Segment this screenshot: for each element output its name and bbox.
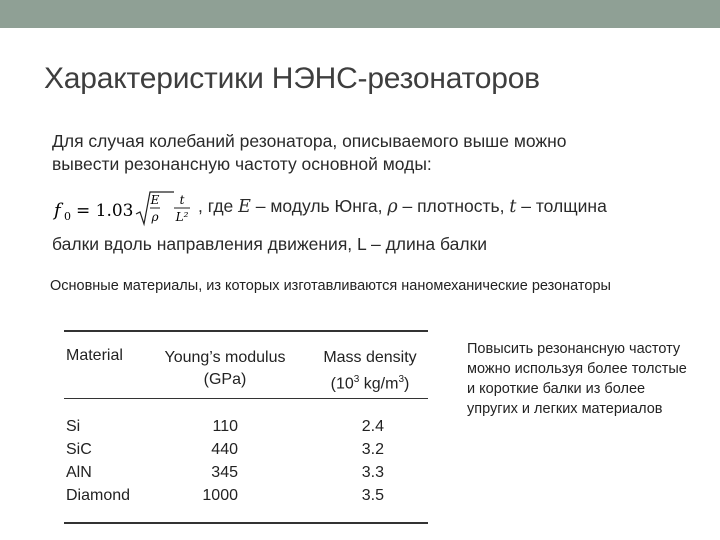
header-mass-line-1: Mass density xyxy=(323,349,417,366)
materials-table xyxy=(58,330,428,525)
header-material: Material xyxy=(66,347,123,364)
symbol-rho: ρ xyxy=(387,197,398,217)
table-top-rule xyxy=(64,330,428,332)
where-t-text: – толщина xyxy=(516,196,607,216)
materials-caption: Основные материалы, из которых изготавливаются наномеханические резонаторы xyxy=(50,278,611,294)
fraction-denominator-l2: L² xyxy=(175,210,189,224)
table-row xyxy=(58,464,428,486)
symbol-t: t xyxy=(509,197,517,217)
table-bottom-rule xyxy=(64,522,428,524)
cell-mass: 3.2 xyxy=(361,441,384,458)
intro-line-4: балки вдоль направления движения, L – длина балки xyxy=(52,234,488,254)
formula-explanation xyxy=(198,196,607,217)
where-prefix: , где xyxy=(198,196,239,216)
mass-unit-mid: kg/m xyxy=(359,375,399,393)
mass-unit-post: ) xyxy=(404,375,410,393)
formula-lhs: f xyxy=(54,200,61,221)
intro-line-2: вывести резонансную частоту основной моды: xyxy=(52,154,432,174)
side-note: Повысить резонансную частоту можно используя более толстые и короткие балки из более упругих и легких материалов xyxy=(467,341,687,417)
cell-mass: 2.4 xyxy=(361,418,384,435)
where-e-text: – модуль Юнга, xyxy=(250,196,388,216)
fraction-numerator-e: E xyxy=(150,193,160,207)
header-mass-line-2 xyxy=(310,369,430,395)
mass-unit-sup2: 3 xyxy=(398,374,405,385)
intro-line-1: Для случая колебаний резонатора, описываемого выше можно xyxy=(52,131,567,151)
top-accent-bar xyxy=(0,0,720,28)
symbol-e: E xyxy=(238,197,251,217)
fraction-numerator-t: t xyxy=(179,193,185,207)
formula-graphic xyxy=(52,188,192,232)
formula-row xyxy=(52,188,692,232)
table-row xyxy=(58,441,428,463)
cell-mass: 3.5 xyxy=(361,487,384,504)
fraction-denominator-rho: ρ xyxy=(151,210,159,224)
cell-material: Diamond xyxy=(66,487,131,504)
where-rho-text: – плотность, xyxy=(397,196,510,216)
header-youngs-modulus xyxy=(150,347,300,391)
resonance-formula xyxy=(52,188,192,232)
mass-unit-pre: (10 xyxy=(330,375,354,393)
table-header-rule xyxy=(64,398,428,399)
header-youngs-line-2: (GPa) xyxy=(203,371,247,388)
header-youngs-line-1: Young’s modulus xyxy=(164,349,286,366)
formula-coefficient: = 1.03 xyxy=(76,201,134,221)
cell-mass: 3.3 xyxy=(361,464,384,481)
cell-material: AlN xyxy=(66,464,92,481)
cell-material: Si xyxy=(66,418,81,435)
slide-title: Характеристики НЭНС-резонаторов xyxy=(44,62,540,95)
table-row xyxy=(58,487,428,509)
table-row xyxy=(58,418,428,440)
header-mass-density xyxy=(310,347,430,395)
cell-youngs: 110 xyxy=(212,418,238,435)
mass-unit-sup: 3 xyxy=(353,374,360,385)
cell-youngs: 1000 xyxy=(202,487,238,504)
cell-material: SiC xyxy=(66,441,92,458)
formula-subscript: 0 xyxy=(64,210,71,223)
intro-text xyxy=(52,130,692,176)
cell-youngs: 440 xyxy=(211,441,238,458)
cell-youngs: 345 xyxy=(211,464,238,481)
